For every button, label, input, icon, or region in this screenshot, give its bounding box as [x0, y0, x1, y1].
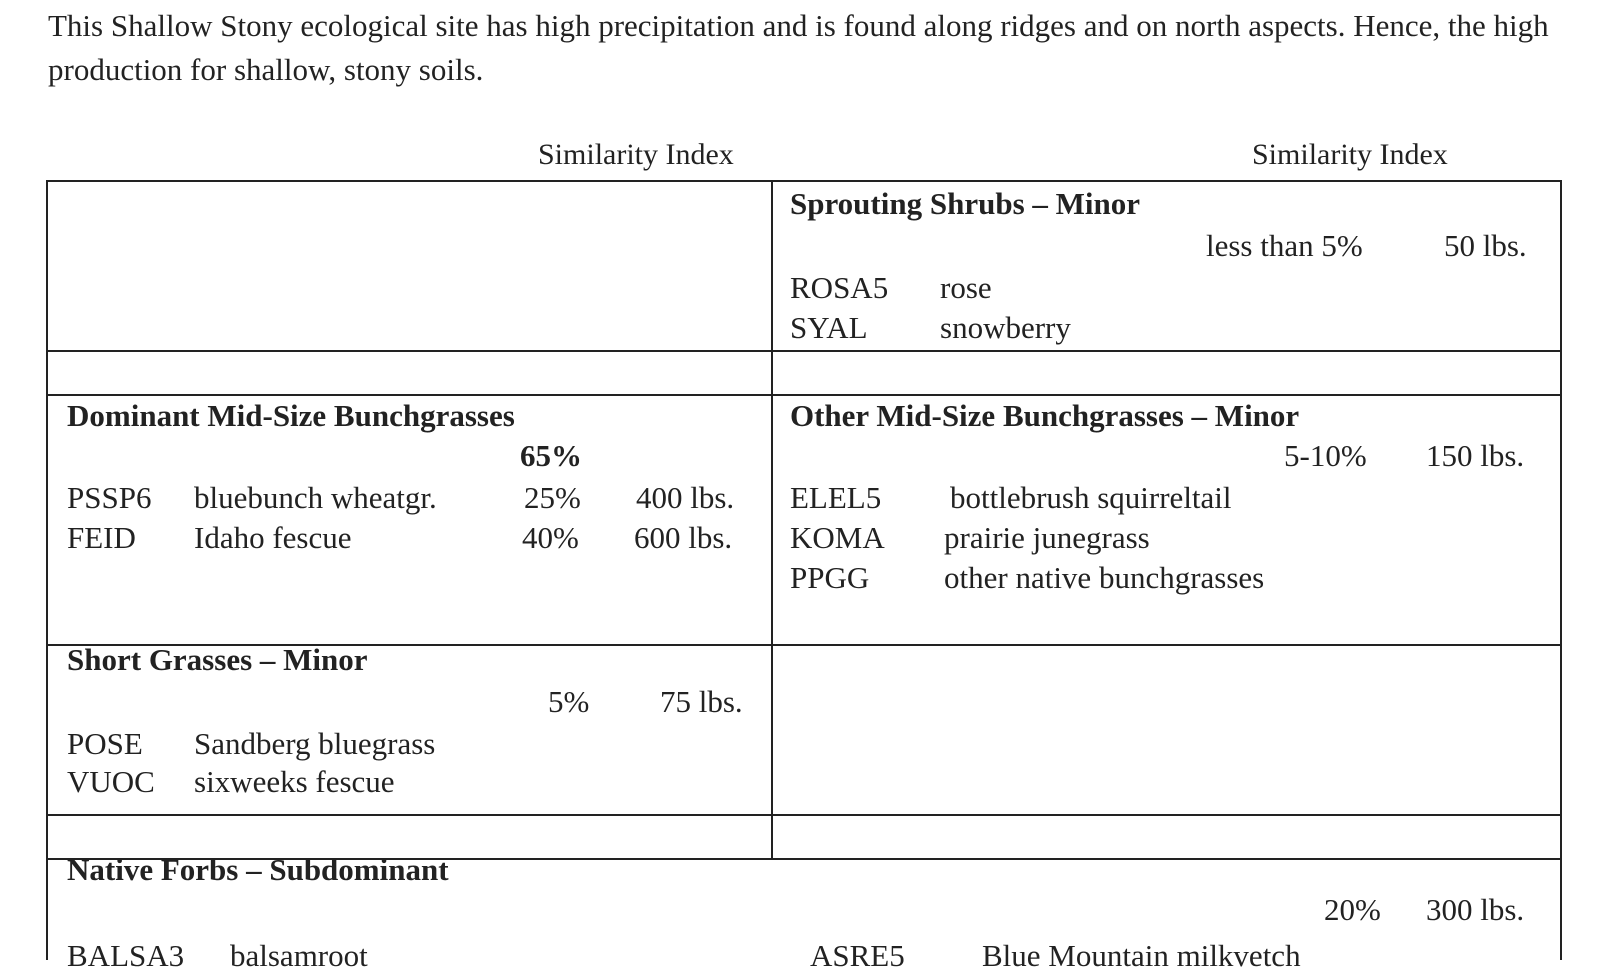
group-percent: 65%: [520, 438, 582, 473]
species-name: Sandberg bluegrass: [194, 726, 436, 761]
species-percent: 25%: [524, 480, 581, 515]
group-weight: 75 lbs.: [660, 684, 743, 719]
group-percent: 5%: [548, 684, 590, 719]
table-border-top: [46, 180, 1562, 182]
species-name: other native bunchgrasses: [944, 560, 1265, 595]
similarity-index-header-left: Similarity Index: [538, 138, 734, 171]
similarity-index-header-right: Similarity Index: [1252, 138, 1448, 171]
table-column-divider: [771, 180, 773, 860]
group-title: Short Grasses – Minor: [67, 642, 368, 677]
species-code: ASRE5: [810, 938, 905, 973]
species-code: SYAL: [790, 310, 868, 345]
species-code: ELEL5: [790, 480, 882, 515]
species-code: KOMA: [790, 520, 885, 555]
species-percent: 40%: [522, 520, 579, 555]
table-rule: [46, 814, 1562, 816]
species-name: Idaho fescue: [194, 520, 352, 555]
species-code: ROSA5: [790, 270, 889, 305]
species-name: bottlebrush squirreltail: [950, 480, 1232, 515]
species-name: rose: [940, 270, 992, 305]
species-weight: 400 lbs.: [636, 480, 735, 515]
table-border-right: [1560, 180, 1562, 960]
table-rule: [46, 350, 1562, 352]
species-name: snowberry: [940, 310, 1071, 345]
species-weight: 600 lbs.: [634, 520, 733, 555]
species-code: POSE: [67, 726, 143, 761]
group-percent: less than 5%: [1206, 228, 1363, 263]
group-weight: 300 lbs.: [1426, 892, 1525, 927]
species-code: BALSA3: [67, 938, 185, 973]
group-weight: 150 lbs.: [1426, 438, 1525, 473]
species-code: PSSP6: [67, 480, 152, 515]
table-rule: [46, 394, 1562, 396]
species-name: Blue Mountain milkvetch: [982, 938, 1301, 973]
group-percent: 20%: [1324, 892, 1381, 927]
species-name: balsamroot: [230, 938, 368, 973]
group-percent: 5-10%: [1284, 438, 1367, 473]
group-title: Other Mid-Size Bunchgrasses – Minor: [790, 398, 1300, 433]
species-name: prairie junegrass: [944, 520, 1150, 555]
species-code: FEID: [67, 520, 136, 555]
species-name: bluebunch wheatgr.: [194, 480, 437, 515]
species-name: sixweeks fescue: [194, 764, 395, 799]
species-code: VUOC: [67, 764, 155, 799]
table-border-left: [46, 180, 48, 960]
group-title: Sprouting Shrubs – Minor: [790, 186, 1141, 221]
group-title: Dominant Mid-Size Bunchgrasses: [67, 398, 515, 433]
species-code: PPGG: [790, 560, 870, 595]
group-weight: 50 lbs.: [1444, 228, 1527, 263]
intro-paragraph: This Shallow Stony ecological site has high precipitation and is found along ridges and on north aspects. Hence, the high production for shallow, stony soils.: [48, 8, 1549, 87]
group-title: Native Forbs – Subdominant: [67, 852, 449, 887]
